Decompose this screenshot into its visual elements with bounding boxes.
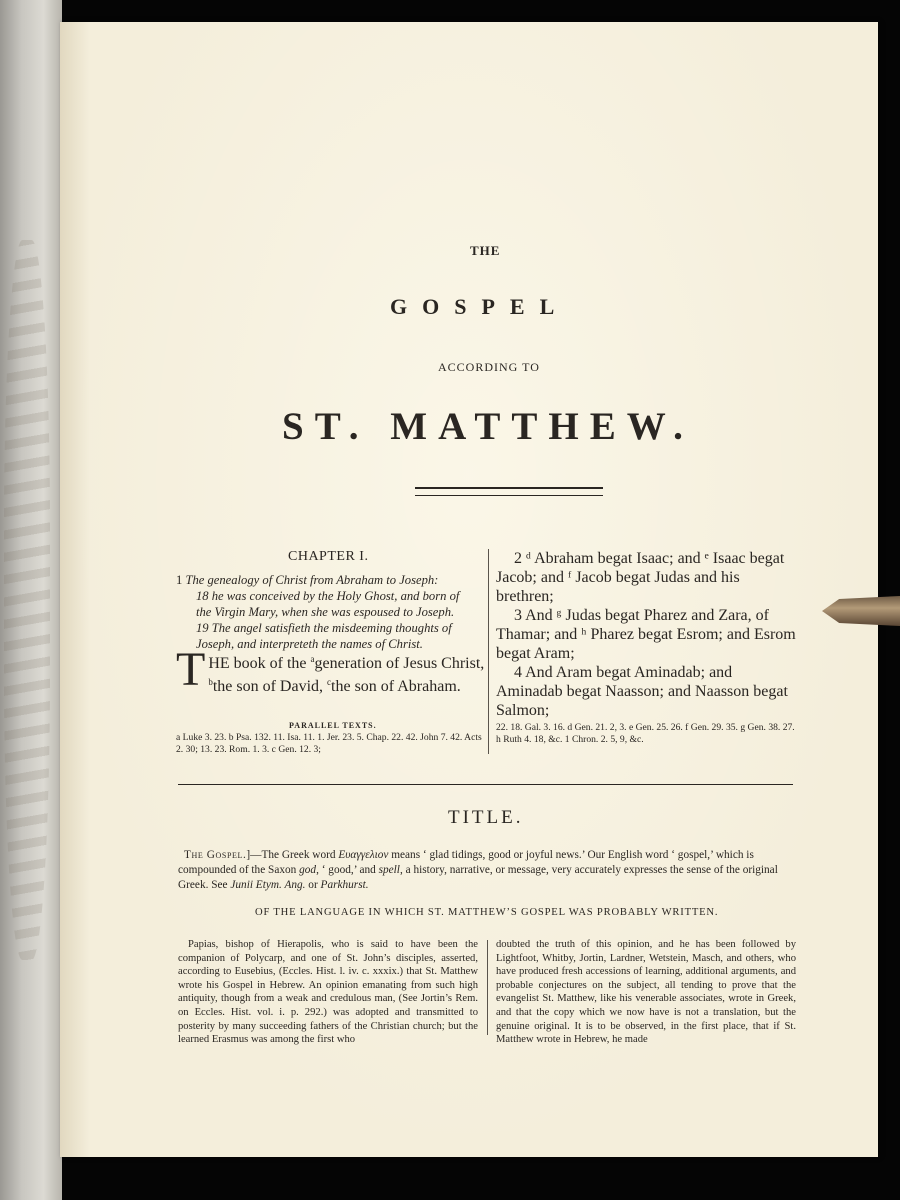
chapter-heading: CHAPTER I. — [288, 549, 369, 564]
summary-line: 1 The genealogy of Christ from Abraham to Joseph: — [176, 573, 439, 587]
body-text-left: Papias, bishop of Hierapolis, who is said to have been the companion of Polycarp, and one of St. John’s disciples, asserted, according to Eusebius, (Eccles. Hist. l. iv. c. xxxix.) that St. Matthew wrote his Gospel in Hebrew. An opinion emanating from such high antiquity, though from a weak and credulous man, (See Jortin’s Rem. on Eccles. Hist. vol. i. p. 292.) was adopted and transmitted to posterity by many succeeding fathers of the Christian church; but the learned Erasmus was among the first who — [178, 939, 478, 1046]
summary-line: Joseph, and interpreteth the names of Christ. — [196, 637, 423, 651]
drop-cap: T — [176, 643, 206, 696]
heading-gospel: GOSPEL — [390, 294, 570, 319]
heading-the: THE — [470, 243, 501, 258]
chapter-summary — [176, 572, 484, 652]
adjacent-pages-edge — [0, 0, 62, 1200]
footnote-ref: b — [208, 677, 213, 687]
verse-3: 3 And ᵍ Judas begat Pharez and Zara, of Thamar; and ʰ Pharez begat Esrom; and Esrom begat Aram; — [496, 607, 796, 662]
verse-1: THE book of the $^a$generation of Jesus Christ, $^b$the son of David, $^c$the son of Abraham. — [176, 643, 485, 696]
language-section-heading: OF THE LANGUAGE IN WHICH ST. MATTHEW’S GOSPEL WAS PROBABLY WRITTEN. — [255, 907, 719, 918]
column-divider — [488, 549, 489, 754]
summary-line: 18 he was conceived by the Holy Ghost, and born of — [196, 589, 460, 603]
body-text-right: doubted the truth of this opinion, and he has been followed by Lightfoot, Whitby, Jortin, Lardner, Wetstein, Masch, and others, who have produced fresh accessions of learning, additional arguments, and probable conjectures on the subject, all tending to prove that the evangelist St. Matthew, like his venerable associates, wrote in Greek, and that the copy which we now have is not a translation, but the genuine original. It is to be observed, in the first place, that if St. Matthew wrote in Hebrew, he made — [496, 939, 796, 1046]
heading-according-to: ACCORDING TO — [438, 360, 540, 374]
parallel-texts-left: a Luke 3. 23. b Psa. 132. 11. Isa. 11. 1. Jer. 23. 5. Chap. 22. 42. John 7. 42. Acts 2. 30; 13. 23. Rom. 1. 3. c Gen. 12. 3; — [176, 732, 482, 755]
verse-2: 2 ᵈ Abraham begat Isaac; and ᵉ Isaac begat Jacob; and ᶠ Jacob begat Judas and his brethren; — [496, 550, 785, 605]
book-page — [60, 22, 878, 1157]
summary-line: 19 The angel satisfieth the misdeeming thoughts of — [196, 621, 452, 635]
parallel-texts-right: 22. 18. Gal. 3. 16. d Gen. 21. 2, 3. e Gen. 25. 26. f Gen. 29. 35. g Gen. 38. 27. h Ruth 4. 18, &c. 1 Chron. 2. 5, 9, &c. — [496, 722, 795, 745]
double-rule-divider — [415, 487, 603, 496]
section-rule — [178, 784, 793, 785]
verses-right-column — [496, 549, 796, 720]
footnote-ref: c — [327, 677, 332, 687]
column-divider — [487, 940, 488, 1035]
title-paragraph: The Gospel.]—The Greek word Ευαγγελιον means ‘ glad tidings, good or joyful news.’ Our English word ‘ gospel,’ which is compounded of the Saxon god, ‘ good,’ and spell, a history, narrative, or message, very accurately expresses the sense of the original Greek. See Junii Etym. Ang. or Parkhurst. — [178, 849, 778, 891]
heading-book-name: ST. MATTHEW. — [282, 405, 694, 448]
parallel-texts-label: PARALLEL TEXTS. — [289, 721, 377, 730]
summary-line: the Virgin Mary, when she was espoused to Joseph. — [196, 605, 455, 619]
verse-4: 4 And Aram begat Aminadab; and Aminadab begat Naasson; and Naasson begat Salmon; — [496, 664, 788, 719]
title-section-heading: TITLE. — [448, 807, 524, 828]
footnote-ref: a — [310, 654, 315, 664]
